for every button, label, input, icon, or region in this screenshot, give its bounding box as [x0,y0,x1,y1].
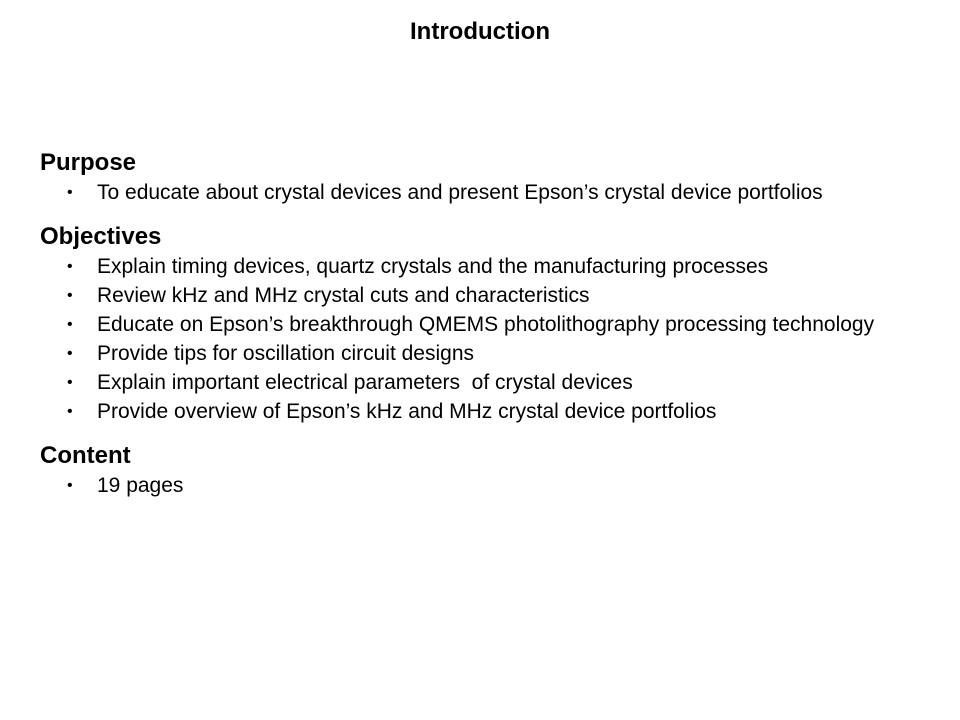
list-item-text: To educate about crystal devices and present Epson’s crystal device portfolios [97,181,823,204]
bullet-list [40,178,930,207]
bullet-icon: • [67,345,73,362]
list-item [40,310,930,339]
section-content [40,441,930,500]
list-item-text: Review kHz and MHz crystal cuts and characteristics [97,284,590,307]
list-item [40,252,930,281]
bullet-icon: • [67,374,73,391]
bullet-list [40,252,930,426]
list-item [40,368,930,397]
slide-title: Introduction [410,18,550,45]
bullet-icon: • [67,316,73,333]
slide-content [40,148,930,515]
section-objectives [40,222,930,426]
bullet-icon: • [67,403,73,420]
list-item-text: Explain timing devices, quartz crystals and the manufacturing processes [97,255,769,278]
list-item-text: Educate on Epson’s breakthrough QMEMS photolithography processing technology [97,313,875,336]
bullet-icon: • [67,477,73,494]
section-heading: Objectives [40,223,162,250]
list-item [40,281,930,310]
list-item [40,471,930,500]
section-heading: Purpose [40,149,137,176]
section-purpose [40,148,930,207]
bullet-icon: • [67,258,73,275]
list-item-text: 19 pages [97,474,184,497]
list-item-text: Provide overview of Epson’s kHz and MHz crystal device portfolios [97,400,717,423]
list-item [40,397,930,426]
bullet-icon: • [67,184,73,201]
bullet-icon: • [67,287,73,304]
section-heading: Content [40,442,131,469]
list-item-text: Provide tips for oscillation circuit designs [97,342,474,365]
list-item [40,339,930,368]
bullet-list [40,471,930,500]
list-item-text: Explain important electrical parameters of crystal devices [97,371,633,394]
list-item [40,178,930,207]
